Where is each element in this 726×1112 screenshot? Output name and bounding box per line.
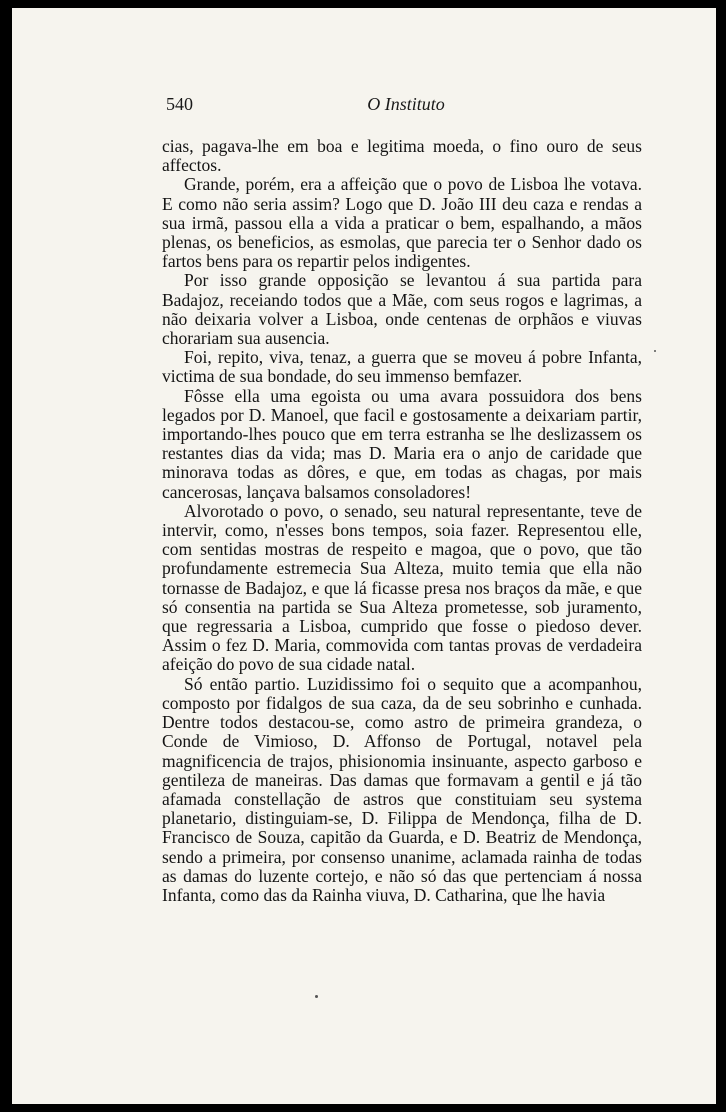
print-speck (315, 995, 318, 998)
paragraph: Por isso grande opposição se levantou á sua partida para Badajoz, receiando todos que a Mãe, com seus rogos e lagrimas, a não deixaria volver a Lisboa, onde centenas de orphãos e viuvas chorariam sua ausencia. (162, 270, 642, 349)
paragraph: Fôsse ella uma egoista ou uma avara possuidora dos bens legados por D. Manoel, que facil e gostosamente a deixariam partir, importando-lhes pouco que em terra estranha se lhe deslizassem os restantes dias da vida; mas D. Maria era o anjo de caridade que minorava todas as dôres, e que, em todas as chagas, por mais cancerosas, lançava balsamos consoladores! (162, 385, 642, 502)
body-text (162, 137, 642, 905)
book-page (12, 8, 716, 1104)
running-title: O Instituto (367, 94, 445, 114)
paragraph: Grande, porém, era a affeição que o povo de Lisboa lhe votava. E como não seria assim? Logo que D. João III deu caza e rendas a sua irmã, passou ella a vida a praticar o bem, espalhando, a mãos plenas, os beneficios, as esmolas, que parecia ter o Senhor dado os fartos bens para os repartir pelos indigentes. (162, 174, 642, 272)
print-speck (654, 350, 656, 352)
page-header (166, 94, 646, 118)
paragraph: Alvorotado o povo, o senado, seu natural representante, teve de intervir, como, n'esses bons tempos, soia fazer. Representou elle, com sentidas mostras de respeito e magoa, que o povo, que tão profundamente estremecia Sua Alteza, muito temia que ella não tornasse de Badajoz, e que lá ficasse presa nos braços da mãe, e que só consentia na partida se Sua Alteza prometesse, sob juramento, que regressaria a Lisboa, cumprido que fosse o piedoso dever. Assim o fez D. Maria, commovida com tantas provas de verdadeira afeição do povo de sua cidade natal. (162, 500, 642, 675)
paragraph: cias, pagava-lhe em boa e legitima moeda, o fino ouro de seus affectos. (162, 136, 642, 176)
page-number: 540 (166, 94, 193, 114)
paragraph: Só então partio. Luzidissimo foi o sequito que a acompanhou, composto por fidalgos de sua caza, da de seu sobrinho e cunhada. Dentre todos destacou-se, como astro de primeira grandeza, o Conde de Vimioso, D. Affonso de Portugal, notavel pela magnificencia de trajos, phisionomia insinuante, aspecto garboso e gentileza de maneiras. Das damas que formavam a gentil e já tão afamada constellação de astros que constituiam seu systema planetario, distinguiam-se, D. Filippa de Mendonça, filha de D. Francisco de Souza, capitão da Guarda, e D. Beatriz de Mendonça, sendo a primeira, por consenso unanime, aclamada rainha de todas as damas do luzente cortejo, e não só das que pertenciam á nossa Infanta, como das da Rainha viuva, D. Catharina, que lhe havia (162, 673, 642, 905)
paragraph: Foi, repito, viva, tenaz, a guerra que se moveu á pobre Infanta, victima de sua bondade, do seu immenso bemfazer. (162, 347, 642, 387)
